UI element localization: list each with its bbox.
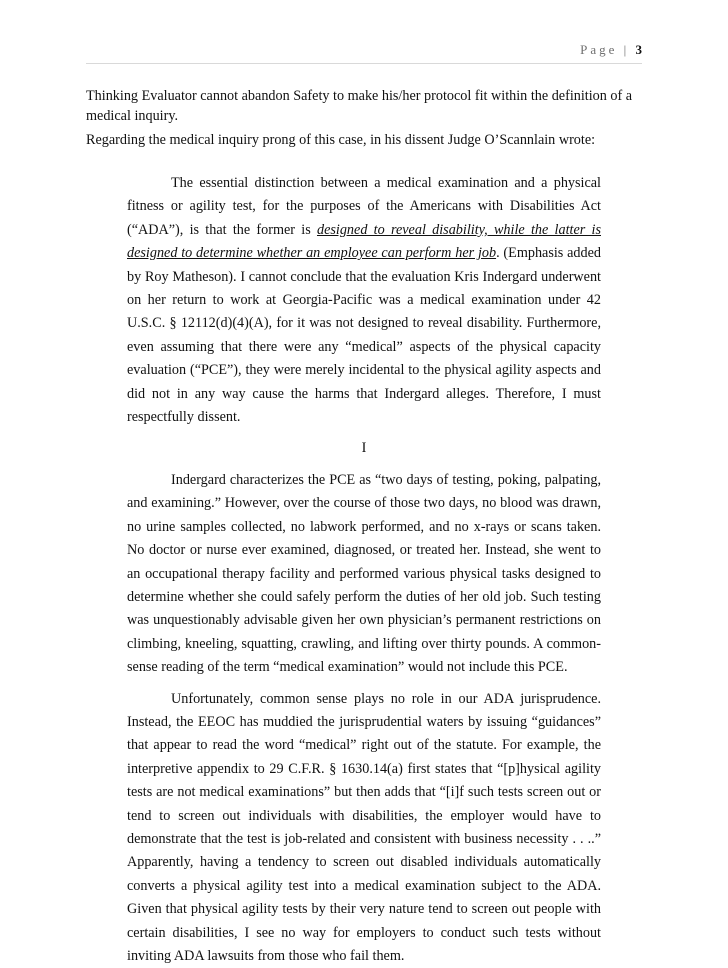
quote-paragraph-1: [127, 172, 601, 429]
intro-paragraph-1: Thinking Evaluator cannot abandon Safety to make his/her protocol fit within the definition of a medical inquiry.: [86, 88, 633, 124]
quote-p1-emphasis: designed to reveal disability, while the latter is designed to determine whether an employee can perform her job: [127, 221, 601, 262]
intro-paragraph-2: Regarding the medical inquiry prong of this case, in his dissent Judge O’Scannlain wrote:: [86, 132, 596, 148]
page-separator: |: [623, 42, 627, 57]
quote-p1-text-start: The essential distinction between a medical examination and a physical fitness or agility test, for the purposes of the Americans with Disabilities Act (“ADA”), is that the former is: [127, 175, 601, 238]
page-header: [580, 42, 642, 58]
page-number: 3: [635, 42, 642, 57]
quote-p1-text-end: . (Emphasis added by Roy Matheson). I cannot conclude that the evaluation Kris Indergard underwent on her return to work at Georgia-Pacific was a medical examination under 42 U.S.C. § 12112(d)(4)(A), for it was not designed to reveal disability. Furthermore, even assuming that there were any “medical” aspects of the physical capacity evaluation (“PCE”), they were merely incidental to the physical agility aspects and did not in any way cause the harms that Indergard alleges. Therefore, I must respectfully dissent.: [127, 245, 601, 426]
section-heading: I: [361, 440, 367, 457]
page-label: Page: [580, 42, 618, 57]
header-divider: [86, 63, 642, 64]
block-quote: [127, 172, 601, 968]
quote-paragraph-3: Unfortunately, common sense plays no role in our ADA jurisprudence. Instead, the EEOC has muddied the jurisprudential waters by issuing “guidances” that appear to read the word “medical” right out of the statute. For example, the interpretive appendix to 29 C.F.R. § 1630.14(a) first states that “[p]hysical agility tests are not medical examinations” but then adds that “[i]f such tests screen out or tend to screen out individuals with disabilities, the employer would have to demonstrate that the test is job-related and consistent with business necessity . . ..” Apparently, having a tendency to screen out disabled individuals automatically converts a physical agility test into a medical examination subject to the ADA. Given that physical agility tests by their very nature tend to screen out people with certain disabilities, I see no way for employers to conduct such tests without inviting ADA lawsuits from those who fail them.: [127, 690, 601, 964]
quote-paragraph-2: Indergard characterizes the PCE as “two days of testing, poking, palpating, and examining.” However, over the course of those two days, no blood was drawn, no urine samples collected, no labwork performed, and no x-rays or scans taken. No doctor or nurse ever examined, diagnosed, or treated her. Instead, she went to an occupational therapy facility and performed various physical tasks designed to determine whether she could safely perform the duties of her old job. Such testing was unquestionably advisable given her own physician’s permanent restrictions on climbing, kneeling, squatting, crawling, and lifting over thirty pounds. A common-sense reading of the term “medical examination” would not include this PCE.: [127, 471, 601, 676]
